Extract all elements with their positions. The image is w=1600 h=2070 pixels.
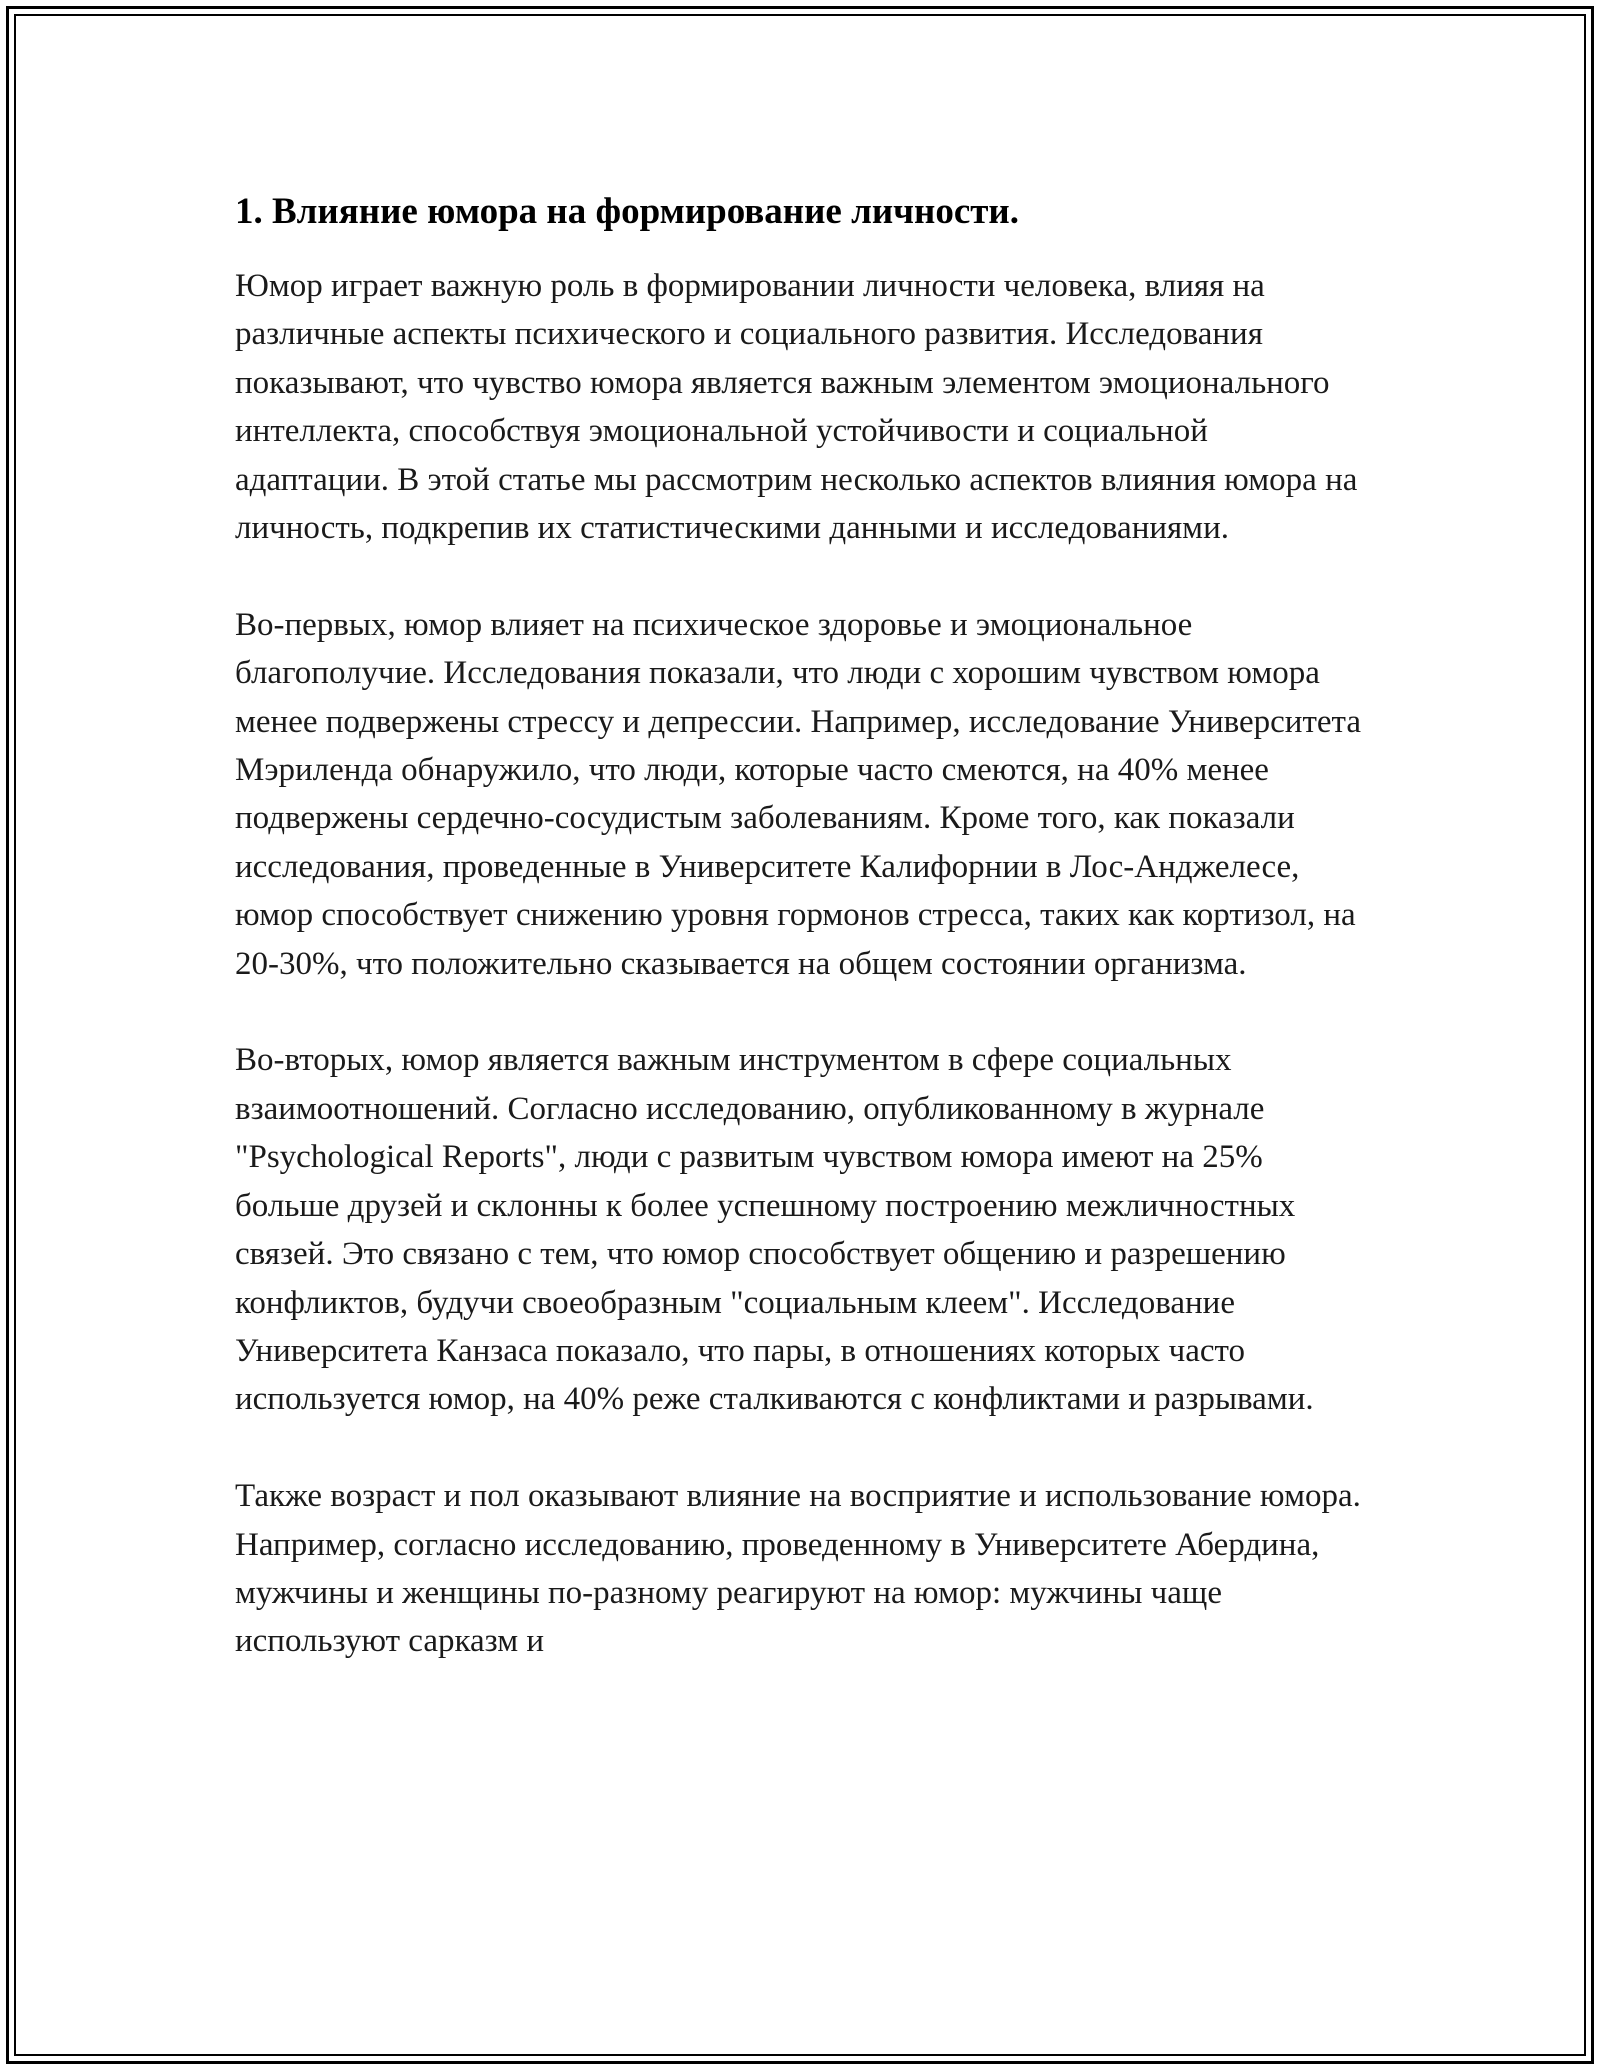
paragraph-intro: Юмор играет важную роль в формировании личности человека, влияя на различные аспекты психического и социального развития. Исследования показывают, что чувство юмора является важным элементом эмоционального интеллекта, способствуя эмоциональной устойчивости и социальной адаптации. В этой статье мы рассмотрим несколько аспектов влияния юмора на личность, подкрепив их статистическими данными и исследованиями. (235, 268, 1358, 547)
paragraph-age-gender: Также возраст и пол оказывают влияние на восприятие и использование юмора. Например, согласно исследованию, проведенному в Университете Абердина, мужчины и женщины по-разному реагируют на юмор: мужчины чаще используют сарказм и (235, 1478, 1361, 1660)
paragraph-social-relations: Во-вторых, юмор является важным инструментом в сфере социальных взаимоотношений. Согласно исследованию, опубликованному в журнале "Psychological Reports", люди с развитым чувством юмора имеют на 25% больше друзей и склонны к более успешному построению межличностных связей. Это связано с тем, что юмор способствует общению и разрешению конфликтов, будучи своеобразным "социальным клеем". Исследование Университета Канзаса показало, что пары, в отношениях которых часто используется юмор, на 40% реже сталкиваются с конфликтами и разрывами. (235, 1042, 1314, 1418)
document-body (235, 188, 1365, 1666)
paragraph-mental-health: Во-первых, юмор влияет на психическое здоровье и эмоциональное благополучие. Исследования показали, что люди с хорошим чувством юмора менее подвержены стрессу и депрессии. Например, исследование Университета Мэриленда обнаружило, что люди, которые часто смеются, на 40% менее подвержены сердечно-сосудистым заболеваниям. Кроме того, как показали исследования, проведенные в Университете Калифорнии в Лос-Анджелесе, юмор способствует снижению уровня гормонов стресса, таких как кортизол, на 20-30%, что положительно сказывается на общем состоянии организма. (235, 606, 1361, 982)
section-heading: 1. Влияние юмора на формирование личности. (235, 191, 1019, 232)
